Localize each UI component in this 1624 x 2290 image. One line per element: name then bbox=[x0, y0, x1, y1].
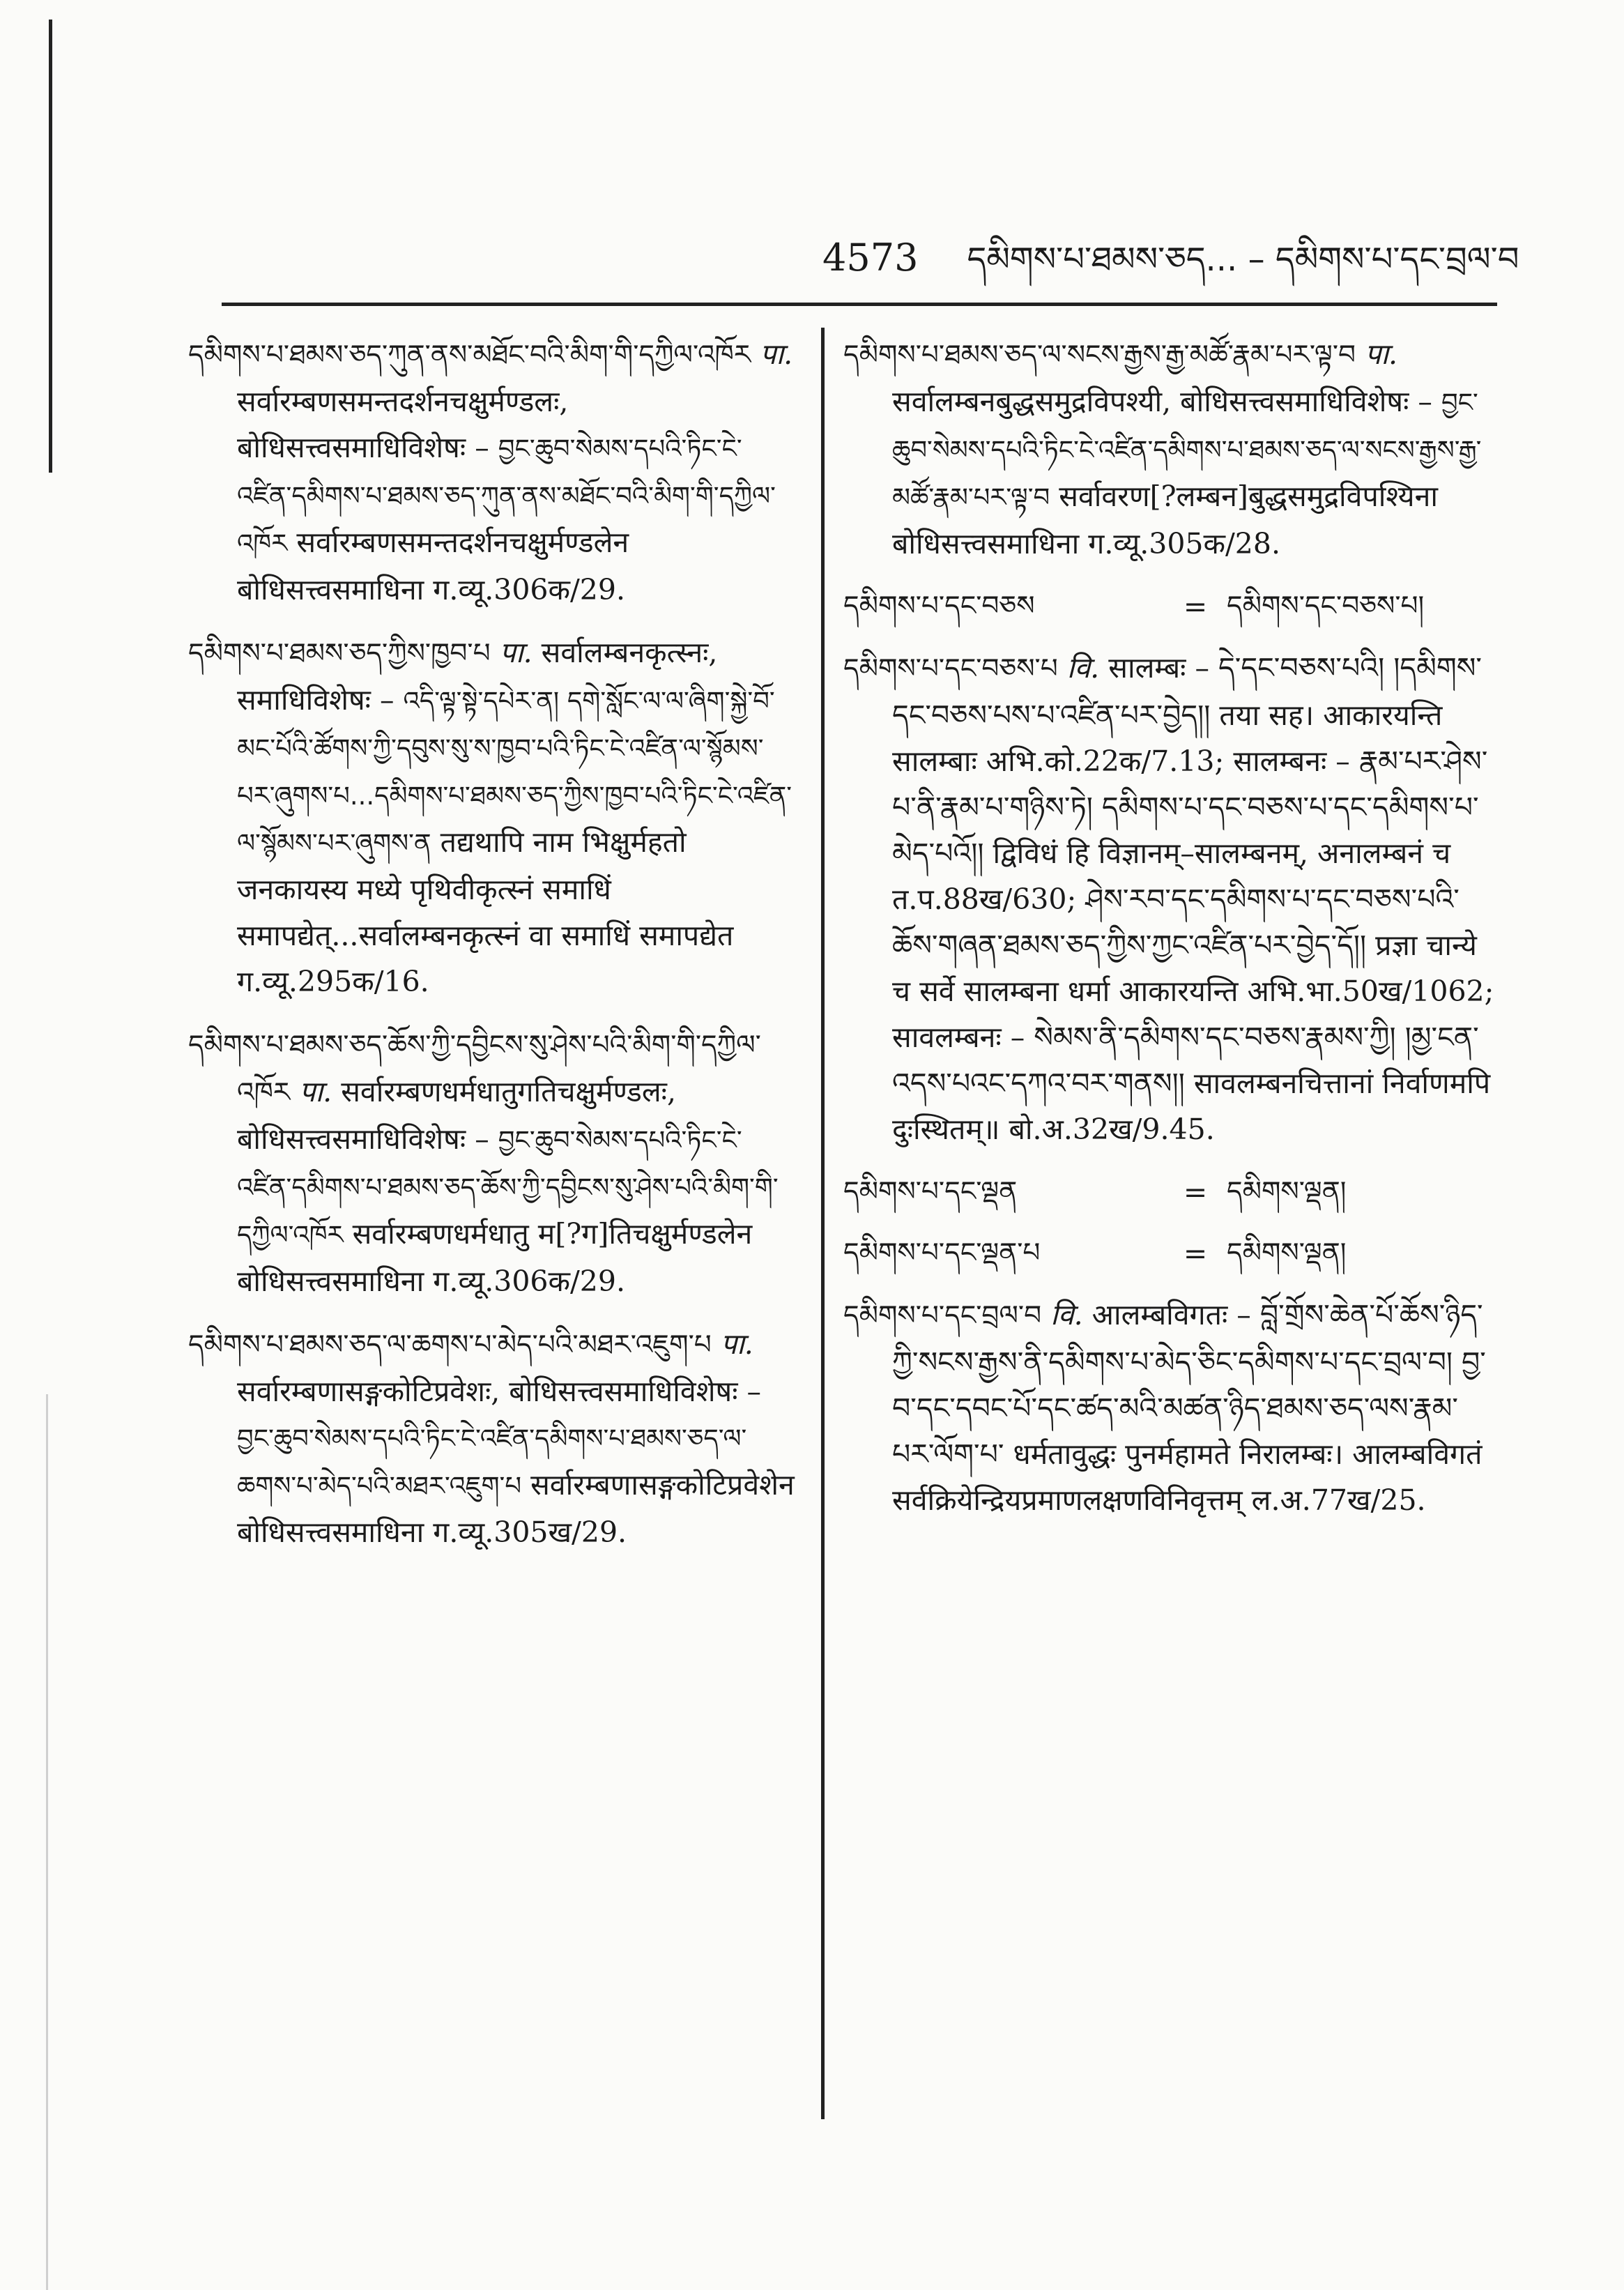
headword: དམིགས་པ་དང་བཅས་པ bbox=[843, 653, 1058, 685]
left-column bbox=[188, 331, 795, 1572]
headword: དམིགས་པ་ཐམས་ཅད་ཀྱིས་ཁྱབ་པ bbox=[188, 638, 491, 669]
sanskrit-equivalent: सर्वारम्बणासङ्गकोटिप्रवेशः, बोधिसत्त्वसमाधिविशेषः – bbox=[237, 1375, 762, 1408]
column-separator bbox=[821, 328, 825, 2119]
tibetan-quotation: འདི་ལྟ་སྟེ་དཔེར་ན། དགེ་སློང་ལ་ལ་ཞིག་སྐྱེ་བོ་མང་པོའི་ཚོགས་ཀྱི་དབུས་སུ་ས་ཁྱབ་པའི་ཏིང་ངེ་འཛིན་ལ་སྙོམས་པར་ཞུགས་པ...དམིགས་པ་ཐམས་ཅད་ཀྱིས་ཁྱབ་པའི་ཏིང་ངེ་འཛིན་ལ་སྙོམས་པར་ཞུགས་ན bbox=[237, 686, 792, 858]
headword: དམིགས་པ་དང་བཅས bbox=[843, 590, 1035, 622]
sanskrit-gloss: सर्वारम्बणधर्मधातु म[?ग]तिचक्षुर्मण्डलेन बोधिसत्त्वसमाधिना ग.व्यू.306क/29. bbox=[237, 1217, 753, 1298]
running-head: དམིགས་པ་ཐམས་ཅད... – དམིགས་པ་དང་བྲལ་བ bbox=[967, 240, 1519, 279]
headword: དམིགས་པ་དང་བྲལ་བ bbox=[843, 1300, 1042, 1331]
grammar-abbreviation: पा. bbox=[1365, 337, 1398, 371]
sanskrit-equivalent: सर्वालम्बनकृत्स्नः, समाधिविशेषः – bbox=[237, 636, 718, 717]
reference-target: དམིགས་ལྡན། bbox=[1227, 1176, 1347, 1207]
equals-sign: = bbox=[1183, 590, 1208, 623]
grammar-abbreviation: पा. bbox=[499, 636, 533, 669]
dictionary-entry bbox=[188, 1021, 795, 1304]
cross-reference bbox=[843, 583, 1499, 629]
headword: དམིགས་པ་དང་ལྡན bbox=[843, 1176, 1018, 1207]
tibetan-quotation: བྱང་ཆུབ་སེམས་དཔའི་ཏིང་ངེ་འཛིན་དམིགས་པ་ཐམས་ཅད་ལ་ཆགས་པ་མེད་པའི་མཐར་འཇུག་པ bbox=[237, 1423, 747, 1501]
grammar-abbreviation: पा. bbox=[299, 1075, 332, 1108]
headword: དམིགས་པ་ཐམས་ཅད་ལ་ཆགས་པ་མེད་པའི་མཐར་འཇུག་པ bbox=[188, 1329, 712, 1361]
scan-edge-shadow bbox=[46, 1394, 48, 2290]
entry-body: सालम्बः – དེ་དང་བཅས་པའི། །དམིགས་དང་བཅས་པས་པ་འཛིན་པར་བྱེད།། तया सह। आकारयन्ति सालम्बाः अभि.को.22क/7.13; सालम्बनः – རྣམ་པར་ཤེས་པ་ནི་རྣམ་པ་གཉིས་ཏེ། དམིགས་པ་དང་བཅས་པ་དང་དམིགས་པ་མེད་པའོ།། द्विविधं हि विज्ञानम्–सालम्बनम्, अनालम्बनं च त.प.88ख/630; ཤེས་རབ་དང་དམིགས་པ་དང་བཅས་པའི་ཆོས་གཞན་ཐམས་ཅད་ཀྱིས་ཀྱང་འཛིན་པར་བྱེད་དོ།། प्रज्ञा चान्ये च सर्वे सालम्बना धर्मा आकारयन्ति अभि.भा.50ख/1062; सावलम्बनः – སེམས་ནི་དམིགས་དང་བཅས་རྣམས་ཀྱི། །མྱ་ངན་འདས་པའང་དཀའ་བར་གནས།། सावलम्बनचित्तानां निर्वाणमपि दुःस्थितम्॥ बो.अ.32ख/9.45. bbox=[892, 651, 1494, 1146]
reference-target: དམིགས་དང་བཅས་པ། bbox=[1227, 590, 1425, 622]
sanskrit-equivalent: सर्वालम्बनबुद्धसमुद्रविपश्यी, बोधिसत्त्वसमाधिविशेषः – bbox=[892, 385, 1432, 418]
tibetan-quotation: བྱང་ཆུབ་སེམས་དཔའི་ཏིང་ངེ་འཛིན་དམིགས་པ་ཐམས་ཅད་ཆོས་ཀྱི་དབྱིངས་སུ་ཤེས་པའི་མིག་གི་དཀྱིལ་འཁོར bbox=[237, 1125, 779, 1250]
equals-sign: = bbox=[1183, 1175, 1208, 1209]
sanskrit-gloss: सर्वारम्बणसमन्तदर्शनचक्षुर्मण्डलेन बोधिसत्त्वसमाधिना ग.व्यू.306क/29. bbox=[237, 526, 629, 606]
tibetan-quotation: བྱང་ཆུབ་སེམས་དཔའི་ཏིང་ངེ་འཛིན་དམིགས་པ་ཐམས་ཅད་ལ་སངས་རྒྱས་རྒྱ་མཚོ་རྣམ་པར་ལྟ་བ bbox=[892, 388, 1482, 512]
right-column bbox=[843, 331, 1499, 1540]
scan-edge-mark bbox=[49, 20, 52, 473]
dictionary-entry bbox=[188, 1321, 795, 1555]
dictionary-entry bbox=[843, 1292, 1499, 1523]
entry-body: आलम्बविगतः – བློ་གྲོས་ཆེན་པོ་ཆོས་ཉིད་ཀྱི་སངས་རྒྱས་ནི་དམིགས་པ་མེད་ཅིང་དམིགས་པ་དང་བྲལ་བ། བྱ་བ་དང་དབང་པོ་དང་ཚད་མའི་མཚན་ཉིད་ཐམས་ཅད་ལས་རྣམ་པར་ལོག་པ་ धर्मतावुद्धः पुनर्महामते निरालम्बः। आलम्बविगतं सर्वक्रियेन्द्रियप्रमाणलक्षणविनिवृत्तम् ल.अ.77ख/25. bbox=[892, 1298, 1486, 1517]
headword: དམིགས་པ་ཐམས་ཅད་ཆོས་ཀྱི་དབྱིངས་སུ་ཤེས་པའི་མིག་གི་དཀྱིལ་འཁོར bbox=[188, 1030, 761, 1108]
sanskrit-equivalent: सर्वारम्बणधर्मधातुगतिचक्षुर्मण्डलः, बोधिसत्त्वसमाधिविशेषः – bbox=[237, 1075, 676, 1156]
header-rule bbox=[222, 303, 1497, 306]
dictionary-entry bbox=[188, 629, 795, 1005]
sanskrit-gloss: सर्वारम्बणासङ्गकोटिप्रवेशेन बोधिसत्त्वसमाधिना ग.व्यू.305ख/29. bbox=[237, 1468, 795, 1549]
cross-reference bbox=[843, 1169, 1499, 1215]
reference-target: དམིགས་ལྡན། bbox=[1227, 1237, 1347, 1269]
grammar-abbreviation: वि. bbox=[1066, 651, 1100, 685]
headword: དམིགས་པ་ཐམས་ཅད་ཀུན་ནས་མཐོང་བའི་མིག་གི་དཀྱིལ་འཁོར bbox=[188, 339, 751, 371]
sanskrit-gloss: तद्यथापि नाम भिक्षुर्महतो जनकायस्य मध्ये पृथिवीकृत्स्नं समाधिं समापद्येत्...सर्वालम्बनकृत्स्नं वा समाधिं समापद्येत ग.व्यू.295क/16. bbox=[237, 825, 734, 998]
tibetan-quotation: བྱང་ཆུབ་སེམས་དཔའི་ཏིང་ངེ་འཛིན་དམིགས་པ་ཐམས་ཅད་ཀུན་ནས་མཐོང་བའི་མིག་གི་དཀྱིལ་འཁོར bbox=[237, 434, 776, 558]
headword: དམིགས་པ་དང་ལྡན་པ bbox=[843, 1237, 1041, 1269]
cross-reference bbox=[843, 1230, 1499, 1276]
sanskrit-gloss: सर्वावरण[?लम्बन]बुद्धसमुद्रविपश्यिना बोधिसत्त्वसमाधिना ग.व्यू.305क/28. bbox=[892, 480, 1438, 560]
equals-sign: = bbox=[1183, 1237, 1208, 1270]
page-header bbox=[822, 222, 1519, 284]
page-number: 4573 bbox=[822, 236, 919, 280]
grammar-abbreviation: पा. bbox=[720, 1327, 753, 1361]
grammar-abbreviation: पा. bbox=[760, 337, 793, 371]
dictionary-entry bbox=[843, 645, 1499, 1152]
dictionary-entry bbox=[843, 331, 1499, 567]
dictionary-entry bbox=[188, 331, 795, 613]
headword: དམིགས་པ་ཐམས་ཅད་ལ་སངས་རྒྱས་རྒྱ་མཚོ་རྣམ་པར་ལྟ་བ bbox=[843, 339, 1356, 371]
sanskrit-equivalent: सर्वारम्बणसमन्तदर्शनचक्षुर्मण्डलः, बोधिसत्त्वसमाधिविशेषः – bbox=[237, 385, 569, 464]
grammar-abbreviation: वि. bbox=[1050, 1298, 1083, 1331]
